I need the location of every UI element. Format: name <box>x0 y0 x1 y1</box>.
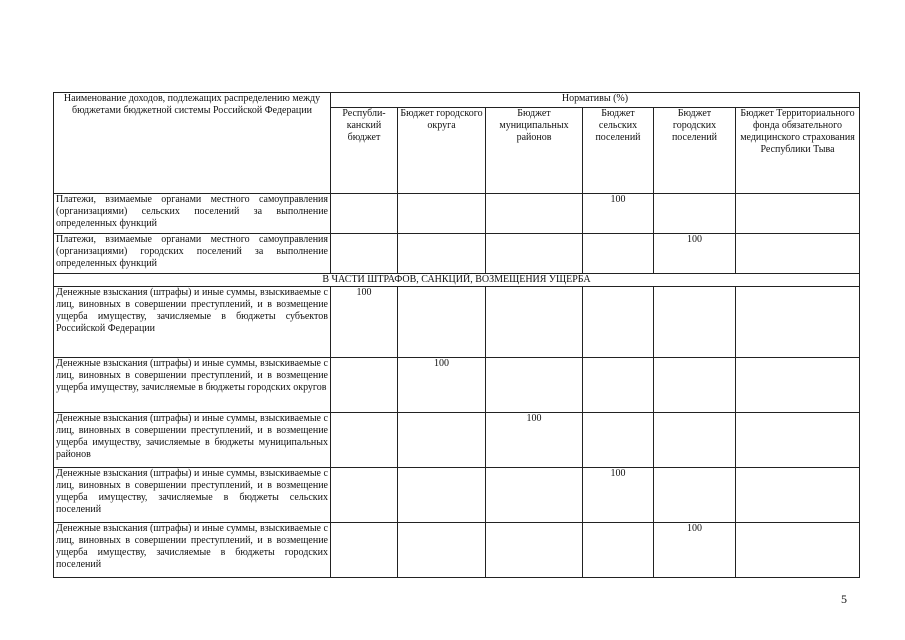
value-cell <box>583 523 654 578</box>
col-header-republican: Республи-канский бюджет <box>331 108 398 194</box>
value-cell: 100 <box>654 234 736 274</box>
value-cell <box>654 194 736 234</box>
value-cell <box>331 413 398 468</box>
budget-norms-table <box>53 92 860 578</box>
col-header-health-fund: Бюджет Территориального фонда обязательного медицинского страхования Республики Тыва <box>736 108 860 194</box>
value-cell: 100 <box>331 287 398 358</box>
table-row <box>54 194 860 234</box>
table-row <box>54 468 860 523</box>
value-cell <box>486 194 583 234</box>
row-name: Денежные взыскания (штрафы) и иные суммы, взыскиваемые с лиц, виновных в совершении преступлений, и в возмещение ущерба имуществу, зачисляемые в бюджеты сельских поселений <box>54 468 331 523</box>
value-cell <box>486 468 583 523</box>
section-title: В ЧАСТИ ШТРАФОВ, САНКЦИЙ, ВОЗМЕЩЕНИЯ УЩЕРБА <box>54 274 860 287</box>
col-header-rural-settlements: Бюджет сельских поселений <box>583 108 654 194</box>
value-cell <box>486 358 583 413</box>
value-cell <box>398 523 486 578</box>
income-name-header: Наименование доходов, подлежащих распределению между бюджетами бюджетной системы Российской Федерации <box>54 93 331 194</box>
col-header-municipal-districts: Бюджет муниципальных районов <box>486 108 583 194</box>
value-cell <box>398 468 486 523</box>
row-name: Денежные взыскания (штрафы) и иные суммы, взыскиваемые с лиц, виновных в совершении преступлений, и в возмещение ущерба имуществу, зачисляемые в бюджеты муниципальных районов <box>54 413 331 468</box>
value-cell <box>398 287 486 358</box>
value-cell <box>486 287 583 358</box>
value-cell: 100 <box>583 194 654 234</box>
norms-header: Нормативы (%) <box>331 93 860 108</box>
section-row <box>54 274 860 287</box>
value-cell <box>736 468 860 523</box>
value-cell <box>736 287 860 358</box>
value-cell <box>583 287 654 358</box>
row-name: Платежи, взимаемые органами местного самоуправления (организациями) сельских поселений за выполнение определенных функций <box>54 194 331 234</box>
table-body <box>54 93 860 578</box>
value-cell: 100 <box>654 523 736 578</box>
value-cell <box>398 194 486 234</box>
value-cell <box>654 358 736 413</box>
value-cell <box>331 358 398 413</box>
value-cell <box>486 234 583 274</box>
table-row <box>54 358 860 413</box>
value-cell <box>583 413 654 468</box>
row-name: Платежи, взимаемые органами местного самоуправления (организациями) городских поселений за выполнение определенных функций <box>54 234 331 274</box>
value-cell <box>331 523 398 578</box>
value-cell <box>654 468 736 523</box>
row-name: Денежные взыскания (штрафы) и иные суммы, взыскиваемые с лиц, виновных в совершении преступлений, и в возмещение ущерба имуществу, зачисляемые в бюджеты городских поселений <box>54 523 331 578</box>
value-cell <box>736 194 860 234</box>
value-cell <box>736 523 860 578</box>
table-row <box>54 287 860 358</box>
col-header-city-district: Бюджет городского округа <box>398 108 486 194</box>
col-header-urban-settlements: Бюджет городских поселений <box>654 108 736 194</box>
value-cell <box>654 413 736 468</box>
value-cell <box>398 413 486 468</box>
value-cell <box>736 413 860 468</box>
table-row <box>54 523 860 578</box>
page-number: 5 <box>841 592 847 606</box>
value-cell <box>736 234 860 274</box>
value-cell <box>398 234 486 274</box>
value-cell <box>583 358 654 413</box>
value-cell: 100 <box>398 358 486 413</box>
value-cell <box>736 358 860 413</box>
row-name: Денежные взыскания (штрафы) и иные суммы, взыскиваемые с лиц, виновных в совершении преступлений, и в возмещение ущерба имуществу, зачисляемые в бюджеты городских округов <box>54 358 331 413</box>
value-cell <box>331 194 398 234</box>
value-cell <box>331 468 398 523</box>
value-cell <box>654 287 736 358</box>
table-row <box>54 413 860 468</box>
value-cell: 100 <box>583 468 654 523</box>
value-cell <box>486 523 583 578</box>
row-name: Денежные взыскания (штрафы) и иные суммы, взыскиваемые с лиц, виновных в совершении преступлений, и в возмещение ущерба имуществу, зачисляемые в бюджеты субъектов Российской Федерации <box>54 287 331 358</box>
header-row-1 <box>54 93 860 108</box>
value-cell <box>331 234 398 274</box>
value-cell <box>583 234 654 274</box>
table-row <box>54 234 860 274</box>
value-cell: 100 <box>486 413 583 468</box>
